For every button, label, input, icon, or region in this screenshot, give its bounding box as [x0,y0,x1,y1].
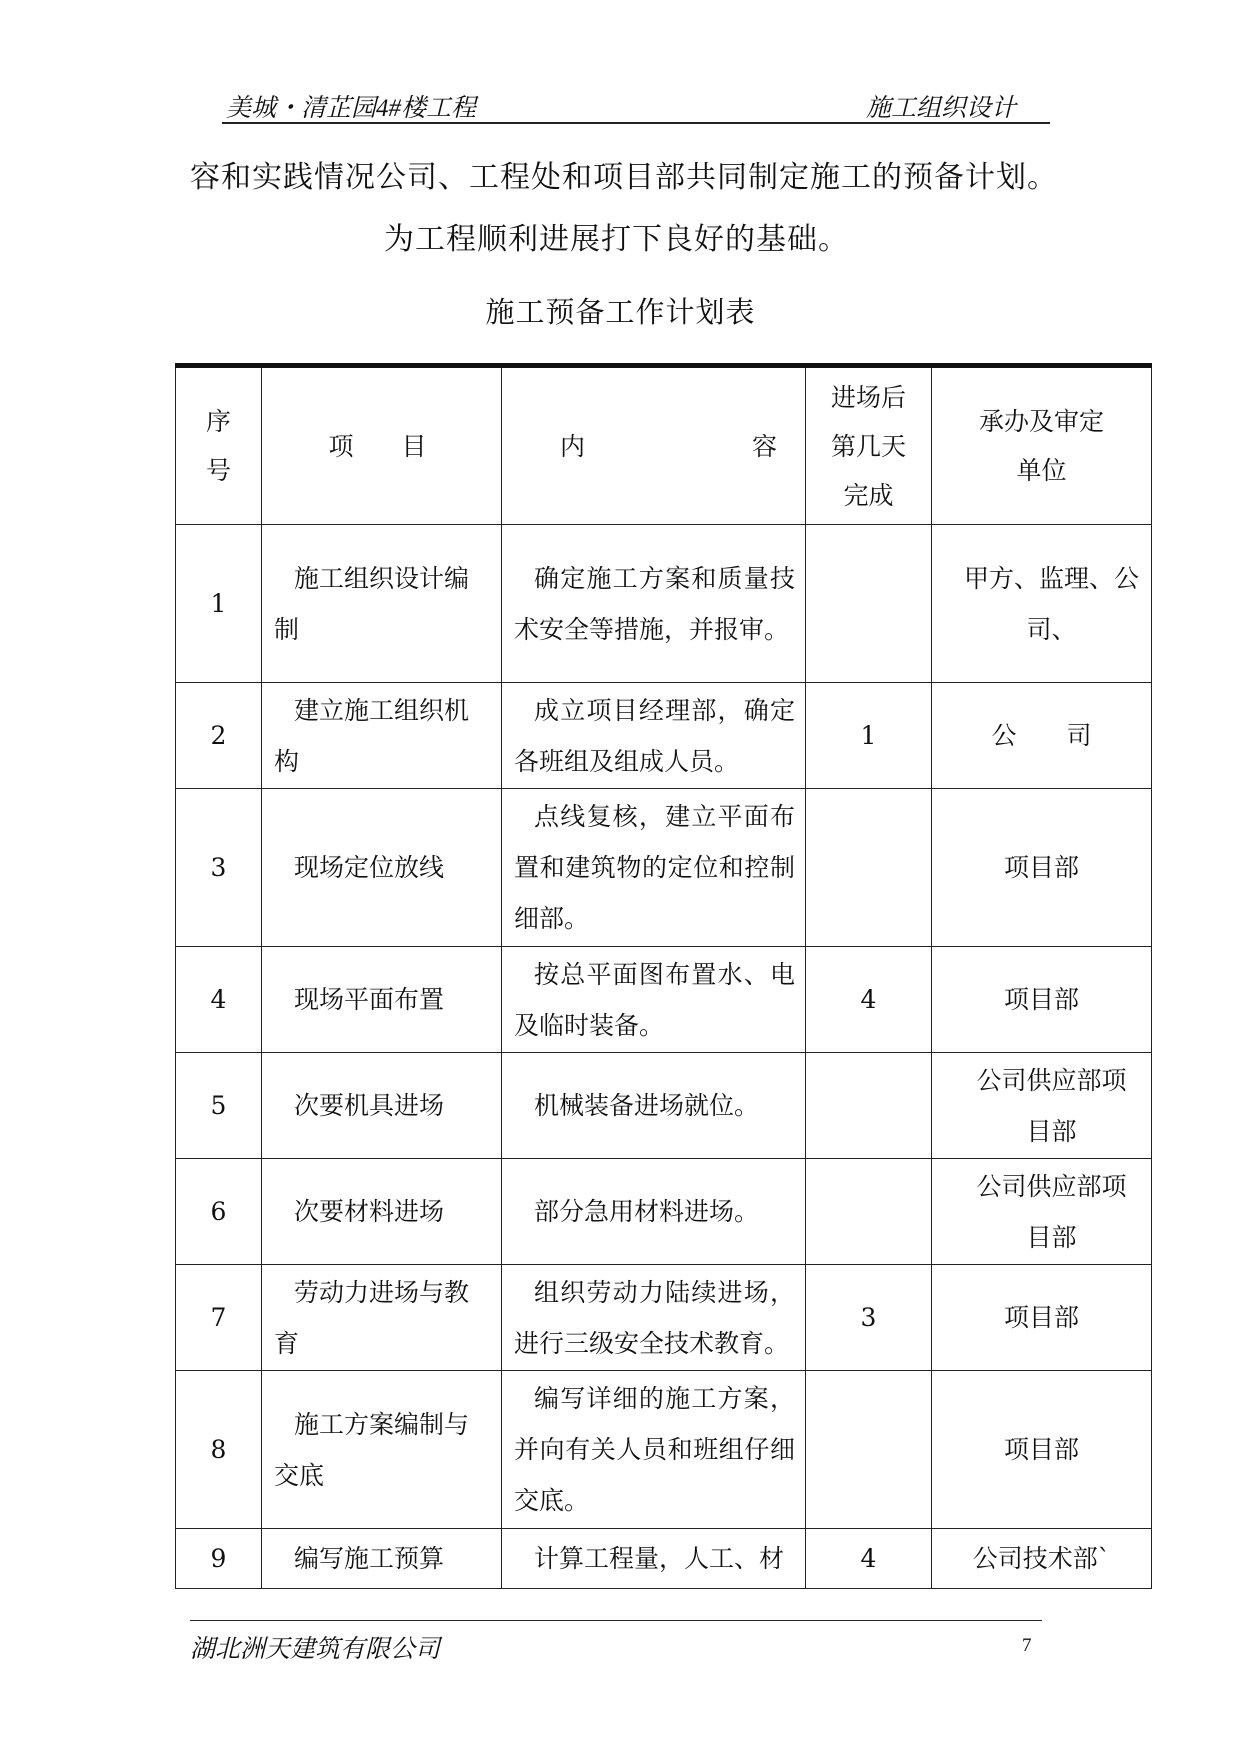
row-item: 劳动力进场与教育 [262,1265,502,1371]
row-org-label: 公司供应部项目部 [976,1065,1127,1146]
row-org [932,1159,1152,1265]
row-item: 编写施工预算 [262,1529,502,1589]
header-org-label: 承办及审定单位 [978,407,1104,485]
row-item: 施工组织设计编制 [262,525,502,683]
row-content: 计算工程量，人工、材 [502,1529,806,1589]
row-item: 施工方案编制与交底 [262,1371,502,1529]
row-no: 1 [176,525,262,683]
row-no: 6 [176,1159,262,1265]
row-day [806,525,932,683]
table-row [176,1053,1152,1159]
row-org: 项目部 [932,789,1152,947]
row-org: 甲方、监理、公司、 [932,525,1152,683]
header-day [806,366,932,525]
preparation-plan-table [175,363,1152,1589]
table-row [176,1159,1152,1265]
row-org: 项目部 [932,1371,1152,1529]
row-no: 7 [176,1265,262,1371]
row-content: 编写详细的施工方案，并向有关人员和班组仔细交底。 [502,1371,806,1529]
row-content: 部分急用材料进场。 [502,1159,806,1265]
row-no: 3 [176,789,262,947]
row-item: 建立施工组织机构 [262,683,502,789]
header-org [932,366,1152,525]
table-row [176,789,1152,947]
row-no: 8 [176,1371,262,1529]
page-header [222,86,1050,124]
header-no [176,366,262,525]
row-day [806,1159,932,1265]
table-row [176,947,1152,1053]
table-title: 施工预备工作计划表 [485,295,756,329]
row-day [806,1371,932,1529]
row-no: 2 [176,683,262,789]
header-day-label: 进场后第几天完成 [830,382,906,510]
row-day [806,1053,932,1159]
row-item: 次要材料进场 [262,1159,502,1265]
row-org: 项目部 [932,947,1152,1053]
table-row [176,1371,1152,1529]
body-text-line-2: 为工程顺利进展打下良好的基础。 [384,222,849,257]
page-footer [190,1620,1042,1663]
table-row [176,525,1152,683]
row-day: 3 [806,1265,932,1371]
row-content: 机械装备进场就位。 [502,1053,806,1159]
header-content-left: 内 [560,431,586,461]
row-org: 公司技术部` [932,1529,1152,1589]
row-org [932,1053,1152,1159]
row-day: 1 [806,683,932,789]
body-text-line-1: 容和实践情况公司、工程处和项目部共同制定施工的预备计划。 [190,160,1058,195]
header-no-label: 序号 [205,407,231,485]
row-day: 4 [806,1529,932,1589]
header-content [502,366,806,525]
header-item: 项目 [262,366,502,525]
row-content: 组织劳动力陆续进场，进行三级安全技术教育。 [502,1265,806,1371]
row-content: 点线复核，建立平面布置和建筑物的定位和控制细部。 [502,789,806,947]
row-day: 4 [806,947,932,1053]
row-day [806,789,932,947]
row-org: 公 司 [932,683,1152,789]
row-content: 确定施工方案和质量技术安全等措施，并报审。 [502,525,806,683]
row-content: 按总平面图布置水、电及临时装备。 [502,947,806,1053]
header-project-title: 美城・清芷园4#楼工程 [226,95,477,122]
header-doc-title: 施工组织设计 [865,95,1016,122]
row-item: 现场定位放线 [262,789,502,947]
header-content-right: 容 [751,431,777,461]
footer-company: 湖北洲天建筑有限公司 [190,1636,441,1663]
row-content: 成立项目经理部，确定各班组及组成人员。 [502,683,806,789]
table-row [176,1529,1152,1589]
table-row [176,1265,1152,1371]
row-item: 次要机具进场 [262,1053,502,1159]
row-item: 现场平面布置 [262,947,502,1053]
row-no: 9 [176,1529,262,1589]
row-org-label: 公司供应部项目部 [976,1171,1127,1252]
table-header-row [176,366,1152,525]
row-no: 4 [176,947,262,1053]
row-org: 项目部 [932,1265,1152,1371]
table-row [176,683,1152,789]
row-no: 5 [176,1053,262,1159]
footer-page-number: 7 [1022,1635,1032,1656]
